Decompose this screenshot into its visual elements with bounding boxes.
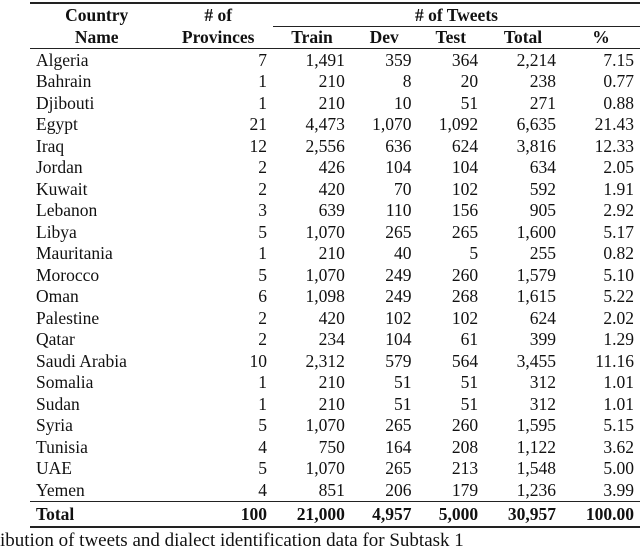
total-cell: 1,548 bbox=[516, 458, 556, 479]
train-cell: 639 bbox=[318, 200, 345, 221]
train-cell: 210 bbox=[318, 243, 345, 264]
country-cell: Algeria bbox=[36, 49, 89, 70]
provinces-cell: 5 bbox=[258, 264, 267, 285]
percent-cell: 100.00 bbox=[562, 501, 640, 527]
table-row bbox=[30, 71, 640, 93]
percent-cell: 1.91 bbox=[603, 178, 634, 199]
train-cell: 4,473 bbox=[305, 114, 345, 135]
train-cell: 1,070 bbox=[305, 415, 345, 436]
percent-cell: 1.01 bbox=[603, 393, 634, 414]
table-row bbox=[30, 221, 640, 243]
provinces-cell: 1 bbox=[258, 71, 267, 92]
dev-cell: 110 bbox=[385, 200, 412, 221]
country-cell: Saudi Arabia bbox=[36, 350, 127, 371]
country-cell: Total bbox=[30, 501, 163, 527]
country-cell: Palestine bbox=[36, 307, 100, 328]
table-row bbox=[30, 178, 640, 200]
provinces-header-2: Provinces bbox=[163, 26, 273, 49]
provinces-cell: 5 bbox=[258, 415, 267, 436]
test-cell: 51 bbox=[460, 393, 479, 414]
total-cell: 592 bbox=[529, 178, 556, 199]
provinces-cell: 5 bbox=[258, 458, 267, 479]
country-cell: Somalia bbox=[36, 372, 94, 393]
dev-cell: 102 bbox=[385, 307, 412, 328]
table-row bbox=[30, 479, 640, 501]
country-cell: Iraq bbox=[36, 135, 65, 156]
test-cell: 51 bbox=[460, 372, 479, 393]
train-cell: 420 bbox=[318, 307, 345, 328]
provinces-cell: 2 bbox=[258, 329, 267, 350]
provinces-cell: 7 bbox=[258, 49, 267, 70]
country-cell: Kuwait bbox=[36, 178, 88, 199]
test-cell: 564 bbox=[451, 350, 479, 371]
dev-cell: 10 bbox=[394, 92, 412, 113]
table-row bbox=[30, 393, 640, 415]
test-cell: 104 bbox=[451, 157, 479, 178]
total-cell: 1,615 bbox=[516, 286, 556, 307]
table-row bbox=[30, 114, 640, 136]
total-cell: 1,122 bbox=[516, 436, 556, 457]
dev-cell: 104 bbox=[385, 329, 412, 350]
test-cell: 5,000 bbox=[418, 501, 485, 527]
train-cell: 851 bbox=[318, 479, 345, 500]
table-row bbox=[30, 350, 640, 372]
dev-cell: 70 bbox=[394, 178, 412, 199]
percent-cell: 2.05 bbox=[603, 157, 634, 178]
test-header: Test bbox=[418, 26, 485, 49]
dev-cell: 265 bbox=[385, 221, 412, 242]
total-cell: 3,455 bbox=[516, 350, 556, 371]
total-cell: 2,214 bbox=[516, 49, 556, 70]
test-cell: 179 bbox=[451, 479, 479, 500]
table-row bbox=[30, 329, 640, 351]
total-cell: 312 bbox=[529, 393, 556, 414]
country-cell: Sudan bbox=[36, 393, 80, 414]
test-cell: 260 bbox=[451, 415, 479, 436]
country-cell: Djibouti bbox=[36, 92, 95, 113]
provinces-cell: 6 bbox=[258, 286, 267, 307]
percent-cell: 3.62 bbox=[603, 436, 634, 457]
total-cell: 312 bbox=[529, 372, 556, 393]
test-cell: 364 bbox=[451, 49, 479, 70]
train-cell: 210 bbox=[318, 71, 345, 92]
table-row bbox=[30, 264, 640, 286]
train-cell: 2,556 bbox=[305, 135, 345, 156]
dev-cell: 104 bbox=[385, 157, 412, 178]
country-cell: Syria bbox=[36, 415, 73, 436]
train-cell: 210 bbox=[318, 393, 345, 414]
provinces-cell: 1 bbox=[258, 372, 267, 393]
country-cell: Qatar bbox=[36, 329, 75, 350]
country-cell: Mauritania bbox=[36, 243, 113, 264]
dev-cell: 206 bbox=[385, 479, 412, 500]
provinces-cell: 3 bbox=[258, 200, 267, 221]
total-cell: 905 bbox=[529, 200, 556, 221]
test-cell: 213 bbox=[451, 458, 479, 479]
total-row bbox=[30, 501, 640, 527]
provinces-cell: 2 bbox=[258, 157, 267, 178]
dev-cell: 249 bbox=[385, 286, 412, 307]
country-header-2: Name bbox=[30, 26, 163, 49]
dev-cell: 164 bbox=[385, 436, 412, 457]
country-cell: Jordan bbox=[36, 157, 83, 178]
table-row bbox=[30, 135, 640, 157]
test-cell: 260 bbox=[451, 264, 479, 285]
country-cell: Yemen bbox=[36, 479, 85, 500]
total-cell: 3,816 bbox=[516, 135, 556, 156]
dev-cell: 265 bbox=[385, 415, 412, 436]
table-caption: ibution of tweets and dialect identification data for Subtask 1 bbox=[0, 530, 464, 551]
train-cell: 1,070 bbox=[305, 458, 345, 479]
test-cell: 265 bbox=[451, 221, 479, 242]
total-cell: 399 bbox=[529, 329, 556, 350]
test-cell: 208 bbox=[451, 436, 479, 457]
provinces-header: # of bbox=[204, 5, 233, 25]
percent-header: % bbox=[562, 26, 640, 49]
provinces-cell: 10 bbox=[249, 350, 267, 371]
train-cell: 210 bbox=[318, 92, 345, 113]
dev-cell: 359 bbox=[385, 49, 412, 70]
country-header: Country bbox=[65, 5, 129, 25]
train-cell: 1,070 bbox=[305, 264, 345, 285]
percent-cell: 12.33 bbox=[594, 135, 634, 156]
percent-cell: 5.22 bbox=[603, 286, 634, 307]
table-row bbox=[30, 92, 640, 114]
percent-cell: 5.15 bbox=[603, 415, 634, 436]
total-cell: 624 bbox=[529, 307, 556, 328]
total-cell: 634 bbox=[529, 157, 556, 178]
train-cell: 210 bbox=[318, 372, 345, 393]
dev-cell: 51 bbox=[394, 393, 412, 414]
train-cell: 420 bbox=[318, 178, 345, 199]
country-cell: Morocco bbox=[36, 264, 100, 285]
dev-cell: 8 bbox=[402, 71, 412, 92]
percent-cell: 2.92 bbox=[603, 200, 634, 221]
total-cell: 1,600 bbox=[516, 221, 556, 242]
test-cell: 20 bbox=[460, 71, 479, 92]
percent-cell: 1.29 bbox=[603, 329, 634, 350]
total-cell: 6,635 bbox=[516, 114, 556, 135]
dev-cell: 4,957 bbox=[351, 501, 418, 527]
total-cell: 271 bbox=[529, 92, 556, 113]
provinces-cell: 12 bbox=[249, 135, 267, 156]
percent-cell: 5.10 bbox=[603, 264, 634, 285]
country-cell: Bahrain bbox=[36, 71, 92, 92]
country-cell: Oman bbox=[36, 286, 79, 307]
dev-cell: 265 bbox=[385, 458, 412, 479]
table-row bbox=[30, 243, 640, 265]
country-cell: Libya bbox=[36, 221, 77, 242]
train-header: Train bbox=[273, 26, 351, 49]
total-header: Total bbox=[484, 26, 562, 49]
dev-header: Dev bbox=[351, 26, 418, 49]
percent-cell: 1.01 bbox=[603, 372, 634, 393]
percent-cell: 0.77 bbox=[603, 71, 634, 92]
table-row bbox=[30, 307, 640, 329]
test-cell: 102 bbox=[451, 178, 479, 199]
dev-cell: 51 bbox=[394, 372, 412, 393]
test-cell: 268 bbox=[451, 286, 479, 307]
table-row bbox=[30, 286, 640, 308]
table-row bbox=[30, 200, 640, 222]
table-row bbox=[30, 372, 640, 394]
provinces-cell: 1 bbox=[258, 92, 267, 113]
dev-cell: 40 bbox=[394, 243, 412, 264]
train-cell: 750 bbox=[318, 436, 345, 457]
provinces-cell: 5 bbox=[258, 221, 267, 242]
table-row bbox=[30, 157, 640, 179]
table-row bbox=[30, 49, 640, 71]
train-cell: 1,098 bbox=[305, 286, 345, 307]
percent-cell: 0.88 bbox=[603, 92, 634, 113]
country-cell: Egypt bbox=[36, 114, 78, 135]
total-cell: 1,579 bbox=[516, 264, 556, 285]
percent-cell: 0.82 bbox=[603, 243, 634, 264]
provinces-cell: 2 bbox=[258, 307, 267, 328]
country-cell: Lebanon bbox=[36, 200, 98, 221]
header-row-2 bbox=[30, 26, 640, 49]
percent-cell: 5.17 bbox=[603, 221, 634, 242]
tweets-header: # of Tweets bbox=[273, 3, 640, 26]
test-cell: 156 bbox=[451, 200, 479, 221]
dev-cell: 636 bbox=[385, 135, 412, 156]
percent-cell: 7.15 bbox=[603, 49, 634, 70]
country-cell: UAE bbox=[36, 458, 72, 479]
train-cell: 1,491 bbox=[305, 49, 345, 70]
total-cell: 238 bbox=[529, 71, 556, 92]
total-cell: 30,957 bbox=[484, 501, 562, 527]
provinces-cell: 21 bbox=[249, 114, 267, 135]
percent-cell: 21.43 bbox=[594, 114, 634, 135]
percent-cell: 2.02 bbox=[603, 307, 634, 328]
table-row bbox=[30, 415, 640, 437]
table-row bbox=[30, 436, 640, 458]
dev-cell: 579 bbox=[385, 350, 412, 371]
test-cell: 51 bbox=[460, 92, 479, 113]
percent-cell: 5.00 bbox=[603, 458, 634, 479]
header-row-1 bbox=[30, 3, 640, 26]
total-cell: 1,595 bbox=[516, 415, 556, 436]
test-cell: 624 bbox=[451, 135, 479, 156]
percent-cell: 11.16 bbox=[595, 350, 634, 371]
total-cell: 255 bbox=[529, 243, 556, 264]
table-row bbox=[30, 458, 640, 480]
test-cell: 102 bbox=[451, 307, 479, 328]
percent-cell: 3.99 bbox=[603, 479, 634, 500]
total-cell: 1,236 bbox=[516, 479, 556, 500]
provinces-cell: 100 bbox=[163, 501, 273, 527]
train-cell: 1,070 bbox=[305, 221, 345, 242]
test-cell: 5 bbox=[469, 243, 479, 264]
dev-cell: 1,070 bbox=[372, 114, 412, 135]
provinces-cell: 4 bbox=[258, 436, 267, 457]
provinces-cell: 4 bbox=[258, 479, 267, 500]
test-cell: 1,092 bbox=[438, 114, 479, 135]
country-cell: Tunisia bbox=[36, 436, 88, 457]
train-cell: 2,312 bbox=[305, 350, 345, 371]
test-cell: 61 bbox=[460, 329, 479, 350]
train-cell: 21,000 bbox=[273, 501, 351, 527]
tweet-distribution-table bbox=[30, 2, 640, 528]
provinces-cell: 1 bbox=[258, 393, 267, 414]
train-cell: 234 bbox=[318, 329, 345, 350]
train-cell: 426 bbox=[318, 157, 345, 178]
provinces-cell: 1 bbox=[258, 243, 267, 264]
provinces-cell: 2 bbox=[258, 178, 267, 199]
dev-cell: 249 bbox=[385, 264, 412, 285]
